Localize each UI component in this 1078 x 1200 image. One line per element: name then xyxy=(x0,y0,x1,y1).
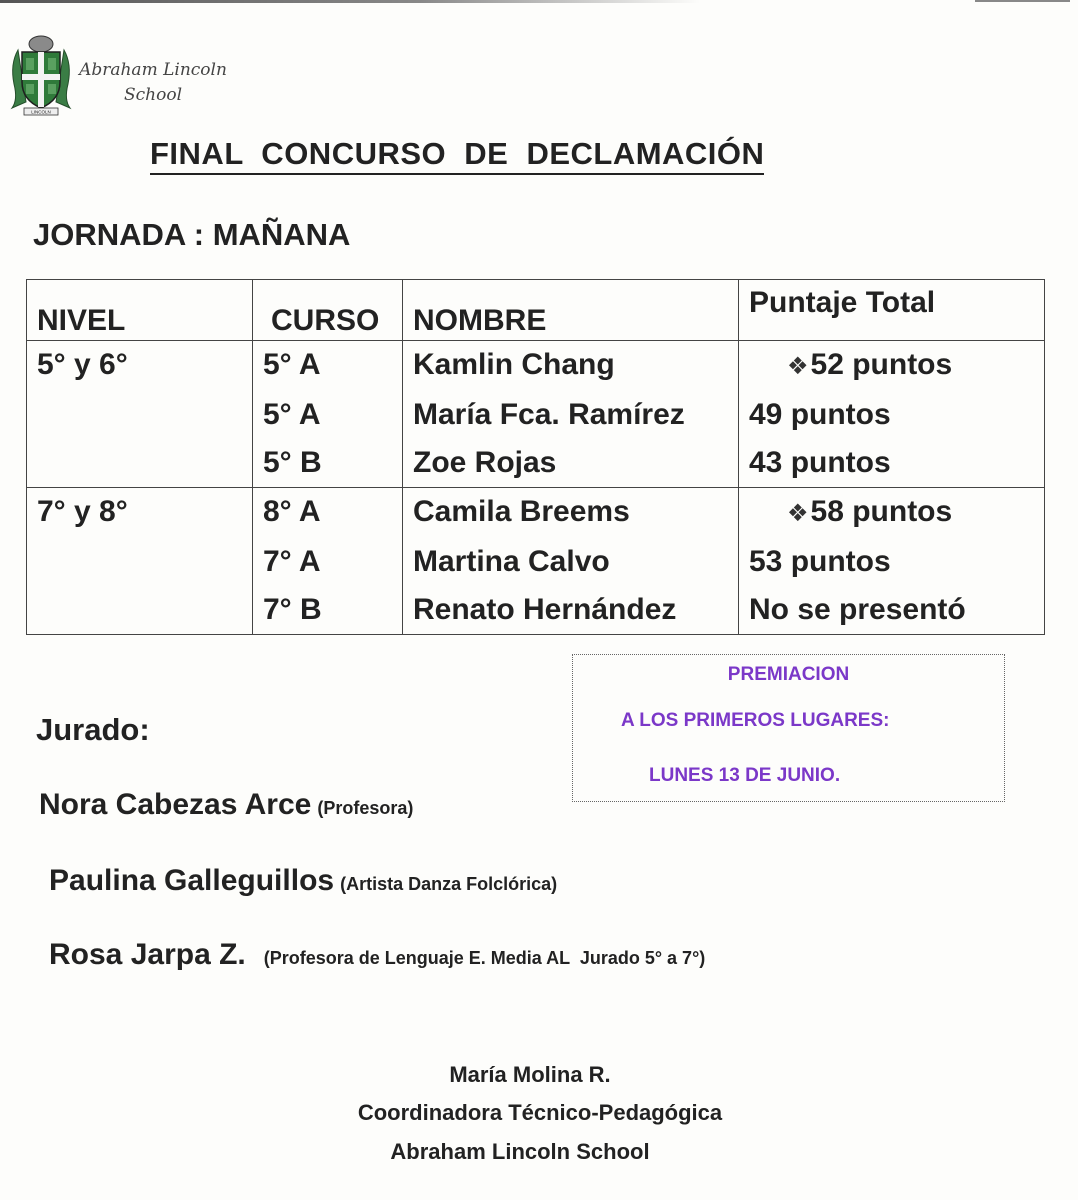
score-value: 58 puntos xyxy=(810,495,953,528)
score-cell xyxy=(739,341,1045,392)
juror-3 xyxy=(49,938,705,972)
name-cell: María Fca. Ramírez xyxy=(403,391,739,439)
award-notice-box xyxy=(572,654,1005,802)
session-label: JORNADA : MAÑANA xyxy=(33,217,351,252)
course-cell: 5° A xyxy=(253,391,403,439)
winner-diamond-icon: ❖ xyxy=(787,500,809,527)
name-cell: Martina Calvo xyxy=(403,538,739,586)
school-name xyxy=(78,58,228,108)
document-title: FINAL CONCURSO DE DECLAMACIÓN xyxy=(150,135,764,175)
level-cell-empty xyxy=(27,538,253,586)
scan-edge-top-right xyxy=(975,0,1070,2)
juror-name: Nora Cabezas Arce xyxy=(39,788,312,821)
crest-banner-label: LINCOLN xyxy=(31,109,51,115)
header-nivel: NIVEL xyxy=(27,280,253,341)
score-cell xyxy=(739,488,1045,539)
scan-edge-top xyxy=(0,0,700,3)
table-row xyxy=(27,439,1045,488)
juror-1 xyxy=(39,788,413,822)
table-row xyxy=(27,391,1045,439)
juror-role: (Profesora de Lenguaje E. Media AL Jurado 5° a 7°) xyxy=(263,948,706,968)
table-row xyxy=(27,488,1045,539)
school-name-line1: Abraham Lincoln xyxy=(79,60,227,80)
juror-2 xyxy=(49,864,557,898)
score-cell: No se presentó xyxy=(739,586,1045,635)
award-line-1: PREMIACION xyxy=(727,664,850,685)
juror-role: (Profesora) xyxy=(317,798,414,818)
level-cell-empty xyxy=(27,586,253,635)
school-crest-logo xyxy=(8,34,74,116)
level-cell-empty xyxy=(27,391,253,439)
name-cell: Camila Breems xyxy=(403,488,739,539)
table-row xyxy=(27,538,1045,586)
juror-role: (Artista Danza Folclórica) xyxy=(340,874,558,894)
course-cell: 7° A xyxy=(253,538,403,586)
award-line-3: LUNES 13 DE JUNIO. xyxy=(649,765,841,786)
juror-name: Paulina Galleguillos xyxy=(49,864,335,897)
award-line-2: A LOS PRIMEROS LUGARES: xyxy=(621,710,890,731)
name-cell: Kamlin Chang xyxy=(403,341,739,392)
school-name-line2: School xyxy=(123,85,183,105)
header-nombre: NOMBRE xyxy=(403,280,739,341)
signature-institution: Abraham Lincoln School xyxy=(390,1139,650,1164)
course-cell: 5° A xyxy=(253,341,403,392)
name-cell: Renato Hernández xyxy=(403,586,739,635)
juror-name: Rosa Jarpa Z. xyxy=(49,938,246,971)
name-cell: Zoe Rojas xyxy=(403,439,739,488)
jury-label: Jurado: xyxy=(36,712,150,747)
signature-name: María Molina R. xyxy=(449,1062,611,1087)
results-table xyxy=(26,279,1045,635)
header-curso: CURSO xyxy=(253,280,403,341)
winner-diamond-icon: ❖ xyxy=(787,353,809,380)
level-cell-empty xyxy=(27,439,253,488)
table-header-row xyxy=(27,280,1045,341)
level-cell: 7° y 8° xyxy=(27,488,253,539)
table-row xyxy=(27,341,1045,392)
course-cell: 5° B xyxy=(253,439,403,488)
signature-position: Coordinadora Técnico-Pedagógica xyxy=(357,1100,723,1125)
score-value: 52 puntos xyxy=(810,348,953,381)
score-cell: 43 puntos xyxy=(739,439,1045,488)
course-cell: 8° A xyxy=(253,488,403,539)
score-cell: 49 puntos xyxy=(739,391,1045,439)
course-cell: 7° B xyxy=(253,586,403,635)
table-row xyxy=(27,586,1045,635)
score-cell: 53 puntos xyxy=(739,538,1045,586)
header-puntaje: Puntaje Total xyxy=(739,280,1045,341)
level-cell: 5° y 6° xyxy=(27,341,253,392)
